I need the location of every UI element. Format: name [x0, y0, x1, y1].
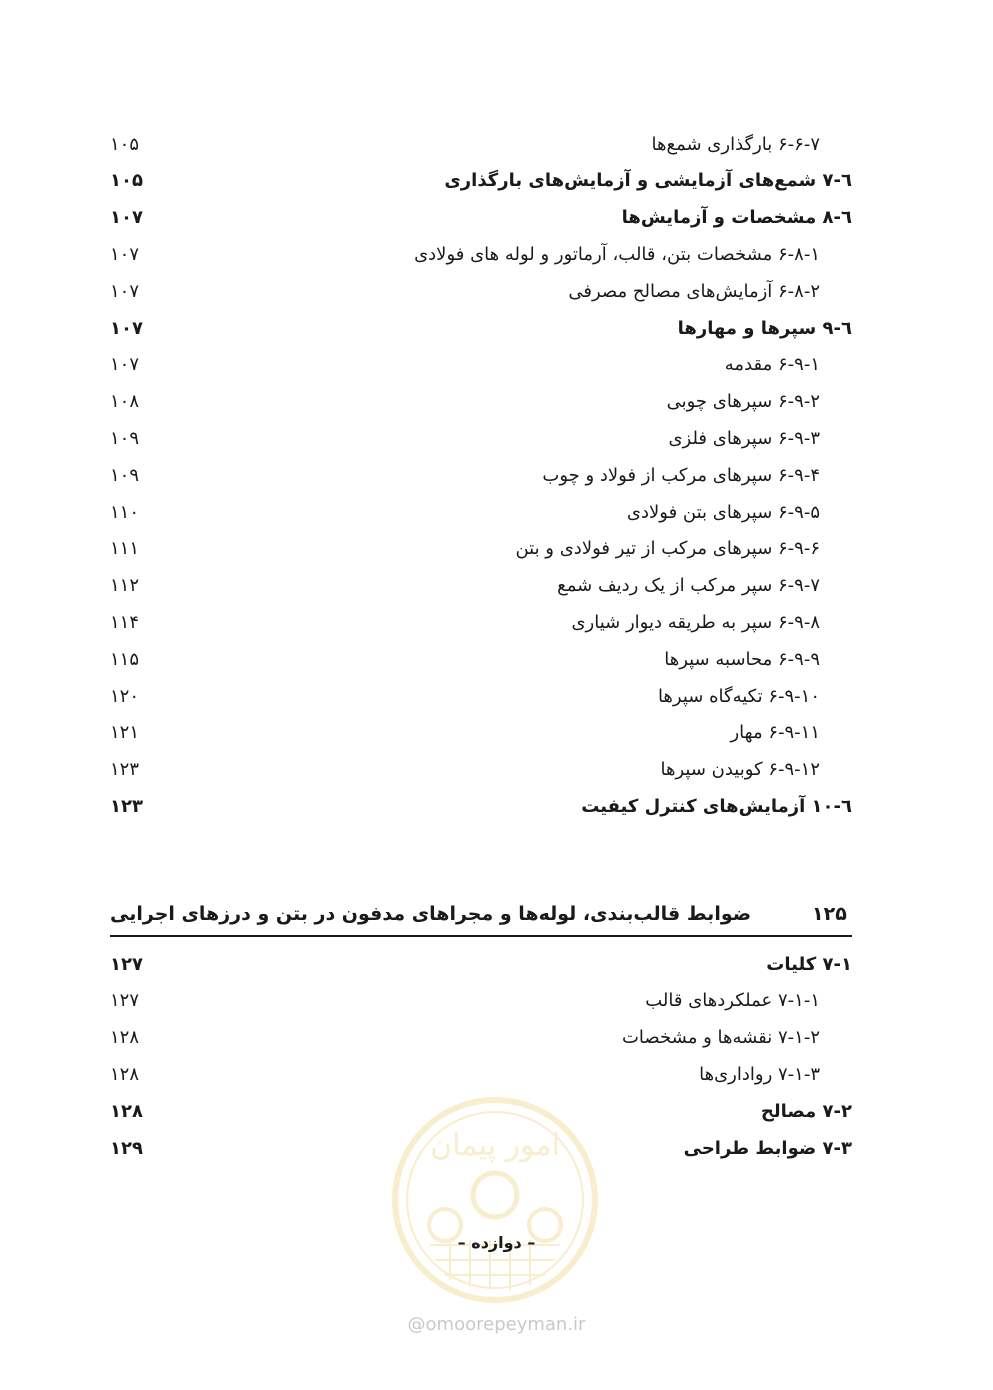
toc-entry-page: ۱۰۸	[110, 391, 140, 413]
toc-entry-page: ۱۲۸	[110, 1027, 140, 1049]
toc-entry-page: ۱۰۷	[110, 280, 140, 302]
toc-entry	[110, 983, 852, 1019]
toc-entry	[110, 236, 852, 272]
toc-entry-title: ۷-۱-۳ رواداری‌ها	[699, 1063, 820, 1085]
toc-entry-title: ۷-۱-۱ عملکردهای قالب	[645, 990, 820, 1012]
toc-entry	[110, 384, 852, 420]
toc-entry	[110, 1056, 852, 1092]
toc-entry-title: ٦-۹ سپرها و مهارها	[677, 317, 852, 339]
toc-entry	[110, 347, 852, 383]
toc-entry	[110, 420, 852, 456]
toc-entry-title: ۶-۹-۱۲ کوبیدن سپرها	[660, 759, 820, 781]
toc-entry-title: ۶-۹-۴ سپرهای مرکب از فولاد و چوب	[542, 464, 820, 486]
toc-entry-page: ۱۲۳	[110, 795, 143, 817]
toc-entry-title: ۶-۹-۵ سپرهای بتن فولادی	[626, 501, 820, 523]
toc-entry-page: ۱۱۰	[110, 501, 140, 523]
chapter-page-number: ۱۲۵	[812, 903, 847, 925]
toc-entry-page: ۱۰۹	[110, 464, 140, 486]
toc-entry-page: ۱۰۷	[110, 207, 143, 229]
toc-entry-title: ۶-۹-۶ سپرهای مرکب از تیر فولادی و بتن	[515, 538, 820, 560]
toc-entry-title: ۶-۸-۲ آزمایش‌های مصالح مصرفی	[568, 280, 820, 302]
toc-entry-title: ۶-۸-۱ مشخصات بتن، قالب، آرماتور و لوله های فولادی	[414, 243, 820, 265]
chapter-7-heading	[110, 893, 852, 937]
toc-entry-title: ۶-۹-۱ مقدمه	[724, 354, 820, 376]
svg-text:امور پیمان: امور پیمان	[430, 1128, 560, 1163]
toc-entry-title: ۶-۶-۷ بارگذاری شمع‌ها	[651, 133, 820, 155]
toc-entry	[110, 946, 852, 982]
watermark-logo	[390, 1095, 600, 1305]
toc-entry-page: ۱۲۸	[110, 1063, 140, 1085]
toc-entry-page: ۱۲۹	[110, 1137, 143, 1159]
toc-entry-page: ۱۱۴	[110, 611, 140, 633]
chapter-title: ضوابط قالب‌بندی، لوله‌ها و مجراهای مدفون در بتن و درزهای اجرایی	[110, 903, 752, 925]
toc-entry-page: ۱۲۷	[110, 990, 140, 1012]
toc-entry	[110, 310, 852, 346]
toc-entry-page: ۱۲۷	[110, 953, 143, 975]
toc-entry-title: ۶-۹-۱۰ تکیه‌گاه سپرها	[657, 685, 820, 707]
toc-entry-page: ۱۲۸	[110, 1100, 143, 1122]
toc-entry	[110, 200, 852, 236]
toc-entry-page: ۱۰۵	[110, 133, 140, 155]
toc-entry	[110, 1020, 852, 1056]
toc-entry-title: ٦-۸ مشخصات و آزمایش‌ها	[621, 207, 852, 229]
toc-entry-page: ۱۱۲	[110, 575, 140, 597]
toc-entry-title: ۷-۱-۲ نقشه‌ها و مشخصات	[621, 1027, 820, 1049]
toc-entry-page: ۱۲۰	[110, 685, 140, 707]
toc-entry-title: ٦-۷ شمع‌های آزمایشی و آزمایش‌های بارگذاری	[444, 170, 852, 192]
toc-entry-title: ٦-۱۰ آزمایش‌های کنترل کیفیت	[581, 795, 852, 817]
toc-entry-page: ۱۰۹	[110, 427, 140, 449]
toc-entry-page: ۱۱۵	[110, 648, 140, 670]
toc-entry-page: ۱۲۱	[110, 722, 140, 744]
page-footer-label: – دوازده –	[457, 1233, 536, 1252]
toc-entry-title: ۶-۹-۹ محاسبه سپرها	[664, 648, 820, 670]
watermark-text: @omoorepeyman.ir	[407, 1314, 586, 1335]
toc-entry-title: ۷-۲ مصالح	[760, 1100, 852, 1122]
toc-entry	[110, 457, 852, 493]
toc-entry	[110, 715, 852, 751]
toc-entry-page: ۱۲۳	[110, 759, 140, 781]
toc-entry-page: ۱۱۱	[110, 538, 140, 560]
toc-entry	[110, 126, 852, 162]
toc-entry	[110, 568, 852, 604]
toc-entry-page: ۱۰۷	[110, 354, 140, 376]
toc-entry-title: ۷-۳ ضوابط طراحی	[683, 1137, 852, 1159]
toc-entry-title: ۶-۹-۳ سپرهای فلزی	[668, 427, 820, 449]
toc-entry-page: ۱۰۵	[110, 170, 143, 192]
toc-entry-title: ۶-۹-۸ سپر به طریقه دیوار شیاری	[571, 611, 820, 633]
toc-entry-title: ۶-۹-۱۱ مهار	[730, 722, 820, 744]
toc-entry	[110, 531, 852, 567]
toc-entry-page: ۱۰۷	[110, 243, 140, 265]
toc-entry-title: ۶-۹-۷ سپر مرکب از یک ردیف شمع	[557, 575, 820, 597]
toc-entry-title: ۷-۱ کلیات	[766, 953, 852, 975]
toc-entry	[110, 273, 852, 309]
toc-entry	[110, 494, 852, 530]
toc-entry	[110, 788, 852, 824]
toc-entry	[110, 604, 852, 640]
toc-entry	[110, 163, 852, 199]
toc-entry-page: ۱۰۷	[110, 317, 143, 339]
toc-entry	[110, 752, 852, 788]
toc-entry	[110, 641, 852, 677]
toc-entry-title: ۶-۹-۲ سپرهای چوبی	[666, 391, 820, 413]
toc-entry	[110, 678, 852, 714]
